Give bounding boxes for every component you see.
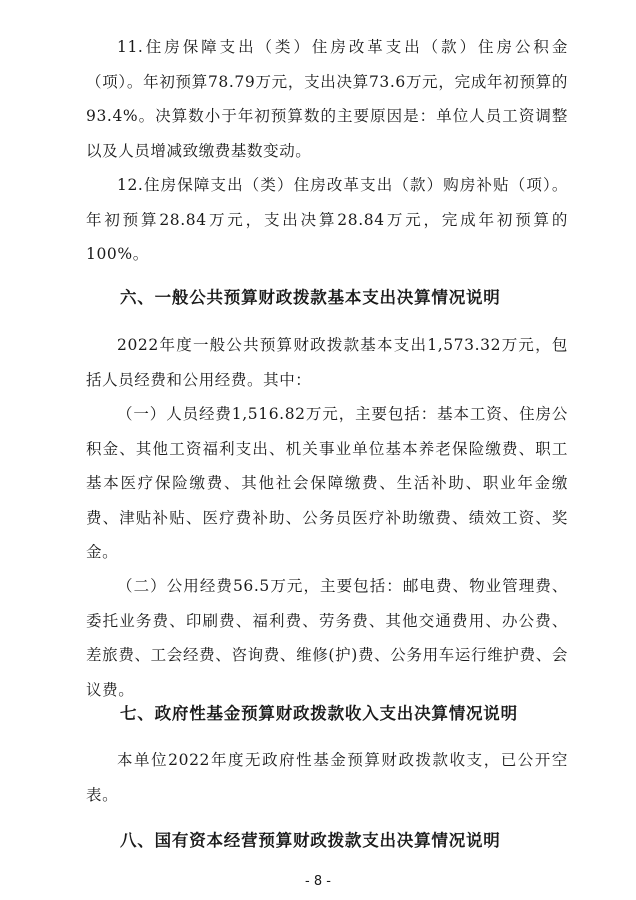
paragraph-housing-provident-fund: 11.住房保障支出（类）住房改革支出（款）住房公积金（项）。年初预算78.79万元，支出决算73.6万元，完成年初预算的93.4%。决算数小于年初预算数的主要原因是：单位人员工资调整以及人员增减致缴费基数变动。 xyxy=(86,38,568,160)
section-heading-7: 七、政府性基金预算财政拨款收入支出决算情况说明 xyxy=(120,704,518,723)
paragraph-basic-expenditure-summary: 2022年度一般公共预算财政拨款基本支出1,573.32万元，包括人员经费和公用经费。其中： xyxy=(86,336,568,389)
paragraph-housing-subsidy: 12.住房保障支出（类）住房改革支出（款）购房补贴（项）。年初预算28.84万元，支出决算28.84万元，完成年初预算的100%。 xyxy=(86,176,568,263)
paragraph-public-expenses: （二）公用经费56.5万元，主要包括：邮电费、物业管理费、委托业务费、印刷费、福利费、劳务费、其他交通费用、办公费、差旅费、工会经费、咨询费、维修(护)费、公务用车运行维护费、会议费。 xyxy=(86,577,568,699)
page-number: - 8 - xyxy=(305,874,331,889)
section-heading-8: 八、国有资本经营预算财政拨款支出决算情况说明 xyxy=(120,831,501,850)
paragraph-government-fund-statement: 本单位2022年度无政府性基金预算财政拨款收支，已公开空表。 xyxy=(86,751,568,804)
section-heading-6: 六、一般公共预算财政拨款基本支出决算情况说明 xyxy=(120,288,501,307)
paragraph-personnel-expenses: （一）人员经费1,516.82万元，主要包括：基本工资、住房公积金、其他工资福利支出、机关事业单位基本养老保险缴费、职工基本医疗保险缴费、其他社会保障缴费、生活补助、职业年金缴费、津贴补贴、医疗费补助、公务员医疗补助缴费、绩效工资、奖金。 xyxy=(86,405,568,561)
